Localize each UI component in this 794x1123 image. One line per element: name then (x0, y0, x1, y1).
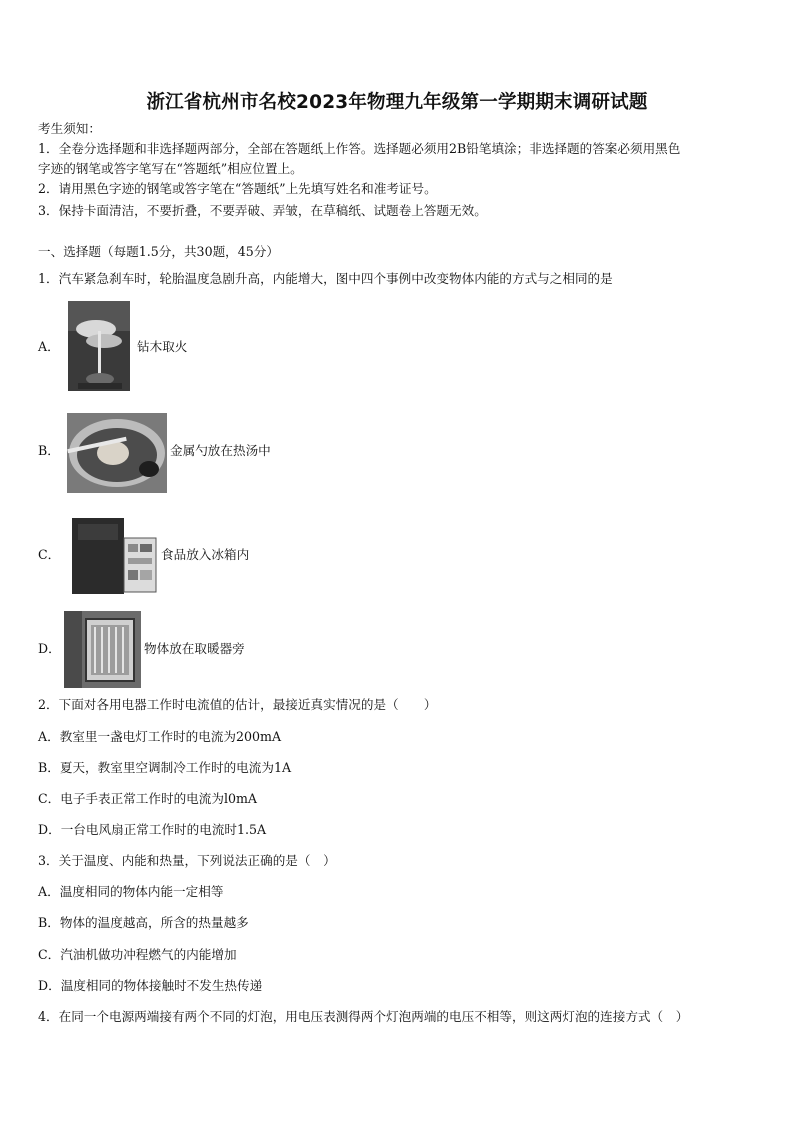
question-1-stem: 1．汽车紧急刹车时，轮胎温度急剧升高，内能增大，图中四个事例中改变物体内能的方式与之相同的是 (38, 271, 613, 286)
q3-option-c: C．汽油机做功冲程燃气的内能增加 (38, 947, 237, 962)
notice-heading: 考生须知： (38, 121, 101, 136)
spoon-in-soup-photo (67, 413, 167, 493)
notice-item-1-cont: 字迹的钢笔或答字笔写在“答题纸”相应位置上。 (38, 161, 303, 176)
section-heading: 一、选择题（每题1.5分，共30题，45分） (38, 244, 279, 259)
q1-option-b-text: 金属勺放在热汤中 (170, 443, 271, 458)
q3-option-a: A．温度相同的物体内能一定相等 (38, 884, 224, 899)
question-4-stem: 4．在同一个电源两端接有两个不同的灯泡，用电压表测得两个灯泡两端的电压不相等，则这两灯泡的连接方式（ ） (38, 1009, 689, 1024)
q1-option-a-letter: A． (38, 339, 60, 354)
page-title: 浙江省杭州市名校2023年物理九年级第一学期期末调研试题 (146, 92, 648, 113)
notice-item-3: 3．保持卡面清洁，不要折叠，不要弄破、弄皱，在草稿纸、试题卷上答题无效。 (38, 203, 487, 218)
q1-option-c-text: 食品放入冰箱内 (161, 547, 250, 562)
q2-option-d: D．一台电风扇正常工作时的电流时1.5A (38, 822, 267, 837)
refrigerator-photo (70, 516, 158, 596)
question-2-stem: 2．下面对各用电器工作时电流值的估计，最接近真实情况的是（ ） (38, 697, 437, 712)
q1-option-a-text: 钻木取火 (137, 339, 188, 354)
q1-option-d-letter: D． (38, 641, 61, 656)
q1-option-d-text: 物体放在取暖器旁 (144, 641, 245, 656)
q1-option-b-letter: B． (38, 443, 60, 458)
q3-option-d: D．温度相同的物体接触时不发生热传递 (38, 978, 263, 993)
question-3-stem: 3．关于温度、内能和热量，下列说法正确的是（ ） (38, 853, 336, 868)
drilling-wood-photo (68, 301, 130, 391)
q2-option-b: B．夏天，教室里空调制冷工作时的电流为1A (38, 760, 292, 775)
notice-item-1: 1．全卷分选择题和非选择题两部分，全部在答题纸上作答。选择题必须用2B铅笔填涂；非选择题的答案必须用黑色 (38, 141, 681, 156)
notice-item-2: 2．请用黑色字迹的钢笔或答字笔在“答题纸”上先填写姓名和准考证号。 (38, 181, 437, 196)
q3-option-b: B．物体的温度越高，所含的热量越多 (38, 915, 249, 930)
heater-photo (64, 611, 141, 688)
q2-option-c: C．电子手表正常工作时的电流为l0mA (38, 791, 258, 806)
q1-option-c-letter: C． (38, 547, 61, 562)
q2-option-a: A．教室里一盏电灯工作时的电流为200mA (38, 729, 282, 744)
